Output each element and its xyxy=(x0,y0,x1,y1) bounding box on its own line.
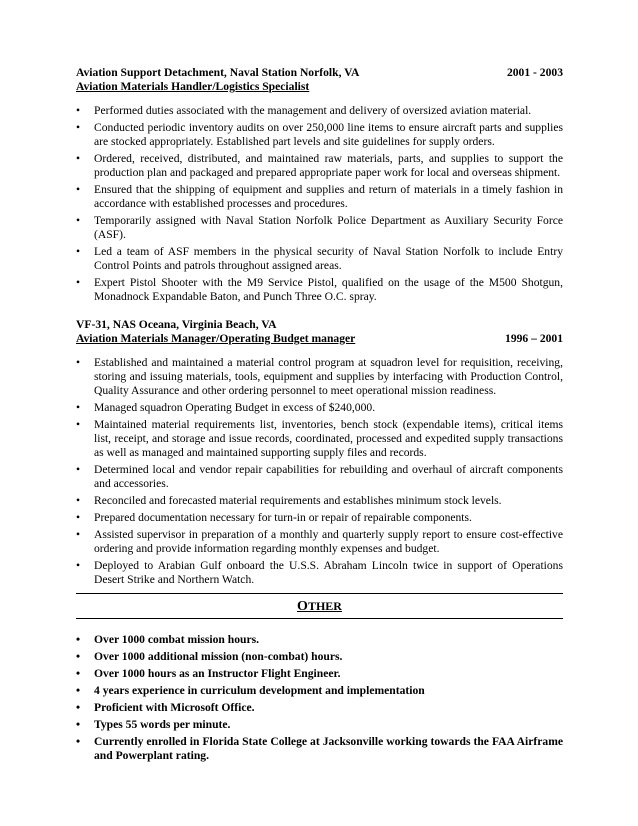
list-item: • Established and maintained a material control program at squadron level for requisition, receiving, storing and issuing materials, tools, equipment and supplies by interfacing with Production Control, Quality Assurance and other ordering personnel to meet operational mission readiness. xyxy=(76,356,563,398)
list-item: • Deployed to Arabian Gulf onboard the U.S.S. Abraham Lincoln twice in support of Operations Desert Strike and Northern Watch. xyxy=(76,559,563,587)
list-item: • Conducted periodic inventory audits on over 250,000 line items to ensure aircraft parts and supplies are stocked appropriately. Established part levels and site guidelines for supply orders. xyxy=(76,121,563,149)
job-duties-list xyxy=(76,104,563,304)
list-item: • Over 1000 additional mission (non-combat) hours. xyxy=(76,650,563,664)
job-duties-list xyxy=(76,356,563,587)
list-item: • Over 1000 combat mission hours. xyxy=(76,633,563,647)
list-item: • Expert Pistol Shooter with the M9 Service Pistol, qualified on the usage of the M500 Shotgun, Monadnock Expandable Baton, and Punch Three O.C. spray. xyxy=(76,276,563,304)
list-item: • Temporarily assigned with Naval Station Norfolk Police Department as Auxiliary Security Force (ASF). xyxy=(76,214,563,242)
list-item: • 4 years experience in curriculum development and implementation xyxy=(76,684,563,698)
job-title: Aviation Materials Handler/Logistics Specialist xyxy=(76,80,310,93)
list-item: • Proficient with Microsoft Office. xyxy=(76,701,563,715)
list-item: • Ordered, received, distributed, and maintained raw materials, parts, and supplies to support the production plan and packaged and prepared appropriate paper work for local and overseas shipment. xyxy=(76,152,563,180)
other-section xyxy=(76,593,563,763)
job-dates: 1996 – 2001 xyxy=(505,332,563,345)
heading-rest: THER xyxy=(307,599,342,613)
list-item: • Managed squadron Operating Budget in excess of $240,000. xyxy=(76,401,563,415)
list-item: • Maintained material requirements list, inventories, bench stock (expendable items), critical items list, receipt, and storage and issue records, coordinated, processed and expedited supply transactions as well as managed and maintained supporting supply files and records. xyxy=(76,418,563,460)
list-item: • Ensured that the shipping of equipment and supplies and return of materials in a timely fashion in accordance with established processes and procedures. xyxy=(76,183,563,211)
section-heading-other xyxy=(76,594,563,618)
list-item: • Over 1000 hours as an Instructor Flight Engineer. xyxy=(76,667,563,681)
list-item: • Reconciled and forecasted material requirements and establishes minimum stock levels. xyxy=(76,494,563,508)
other-list xyxy=(76,633,563,763)
list-item: • Led a team of ASF members in the physical security of Naval Station Norfolk to include Entry Control Points and patrols throughout assigned areas. xyxy=(76,245,563,273)
job-header xyxy=(76,66,563,80)
list-item: • Performed duties associated with the management and delivery of oversized aviation material. xyxy=(76,104,563,118)
job-entry-aviation-support-detachment xyxy=(76,66,563,304)
job-header xyxy=(76,318,563,332)
job-organization: VF-31, NAS Oceana, Virginia Beach, VA xyxy=(76,318,277,331)
list-item: • Currently enrolled in Florida State College at Jacksonville working towards the FAA Airframe and Powerplant rating. xyxy=(76,735,563,763)
job-title-row xyxy=(76,332,563,346)
resume-page xyxy=(76,66,563,766)
list-item: • Prepared documentation necessary for turn-in or repair of repairable components. xyxy=(76,511,563,525)
list-item: • Types 55 words per minute. xyxy=(76,718,563,732)
list-item: • Assisted supervisor in preparation of a monthly and quarterly supply report to ensure cost-effective ordering and provide information regarding monthly expenses and budget. xyxy=(76,528,563,556)
job-entry-vf31 xyxy=(76,318,563,587)
job-title-row xyxy=(76,80,563,94)
job-dates: 2001 - 2003 xyxy=(506,66,563,79)
job-organization: Aviation Support Detachment, Naval Station Norfolk, VA xyxy=(76,66,360,79)
job-title: Aviation Materials Manager/Operating Budget manager xyxy=(76,332,356,345)
heading-initial: O xyxy=(297,599,308,614)
section-divider-bottom xyxy=(76,618,563,619)
list-item: • Determined local and vendor repair capabilities for rebuilding and overhaul of aircraft components and accessories. xyxy=(76,463,563,491)
